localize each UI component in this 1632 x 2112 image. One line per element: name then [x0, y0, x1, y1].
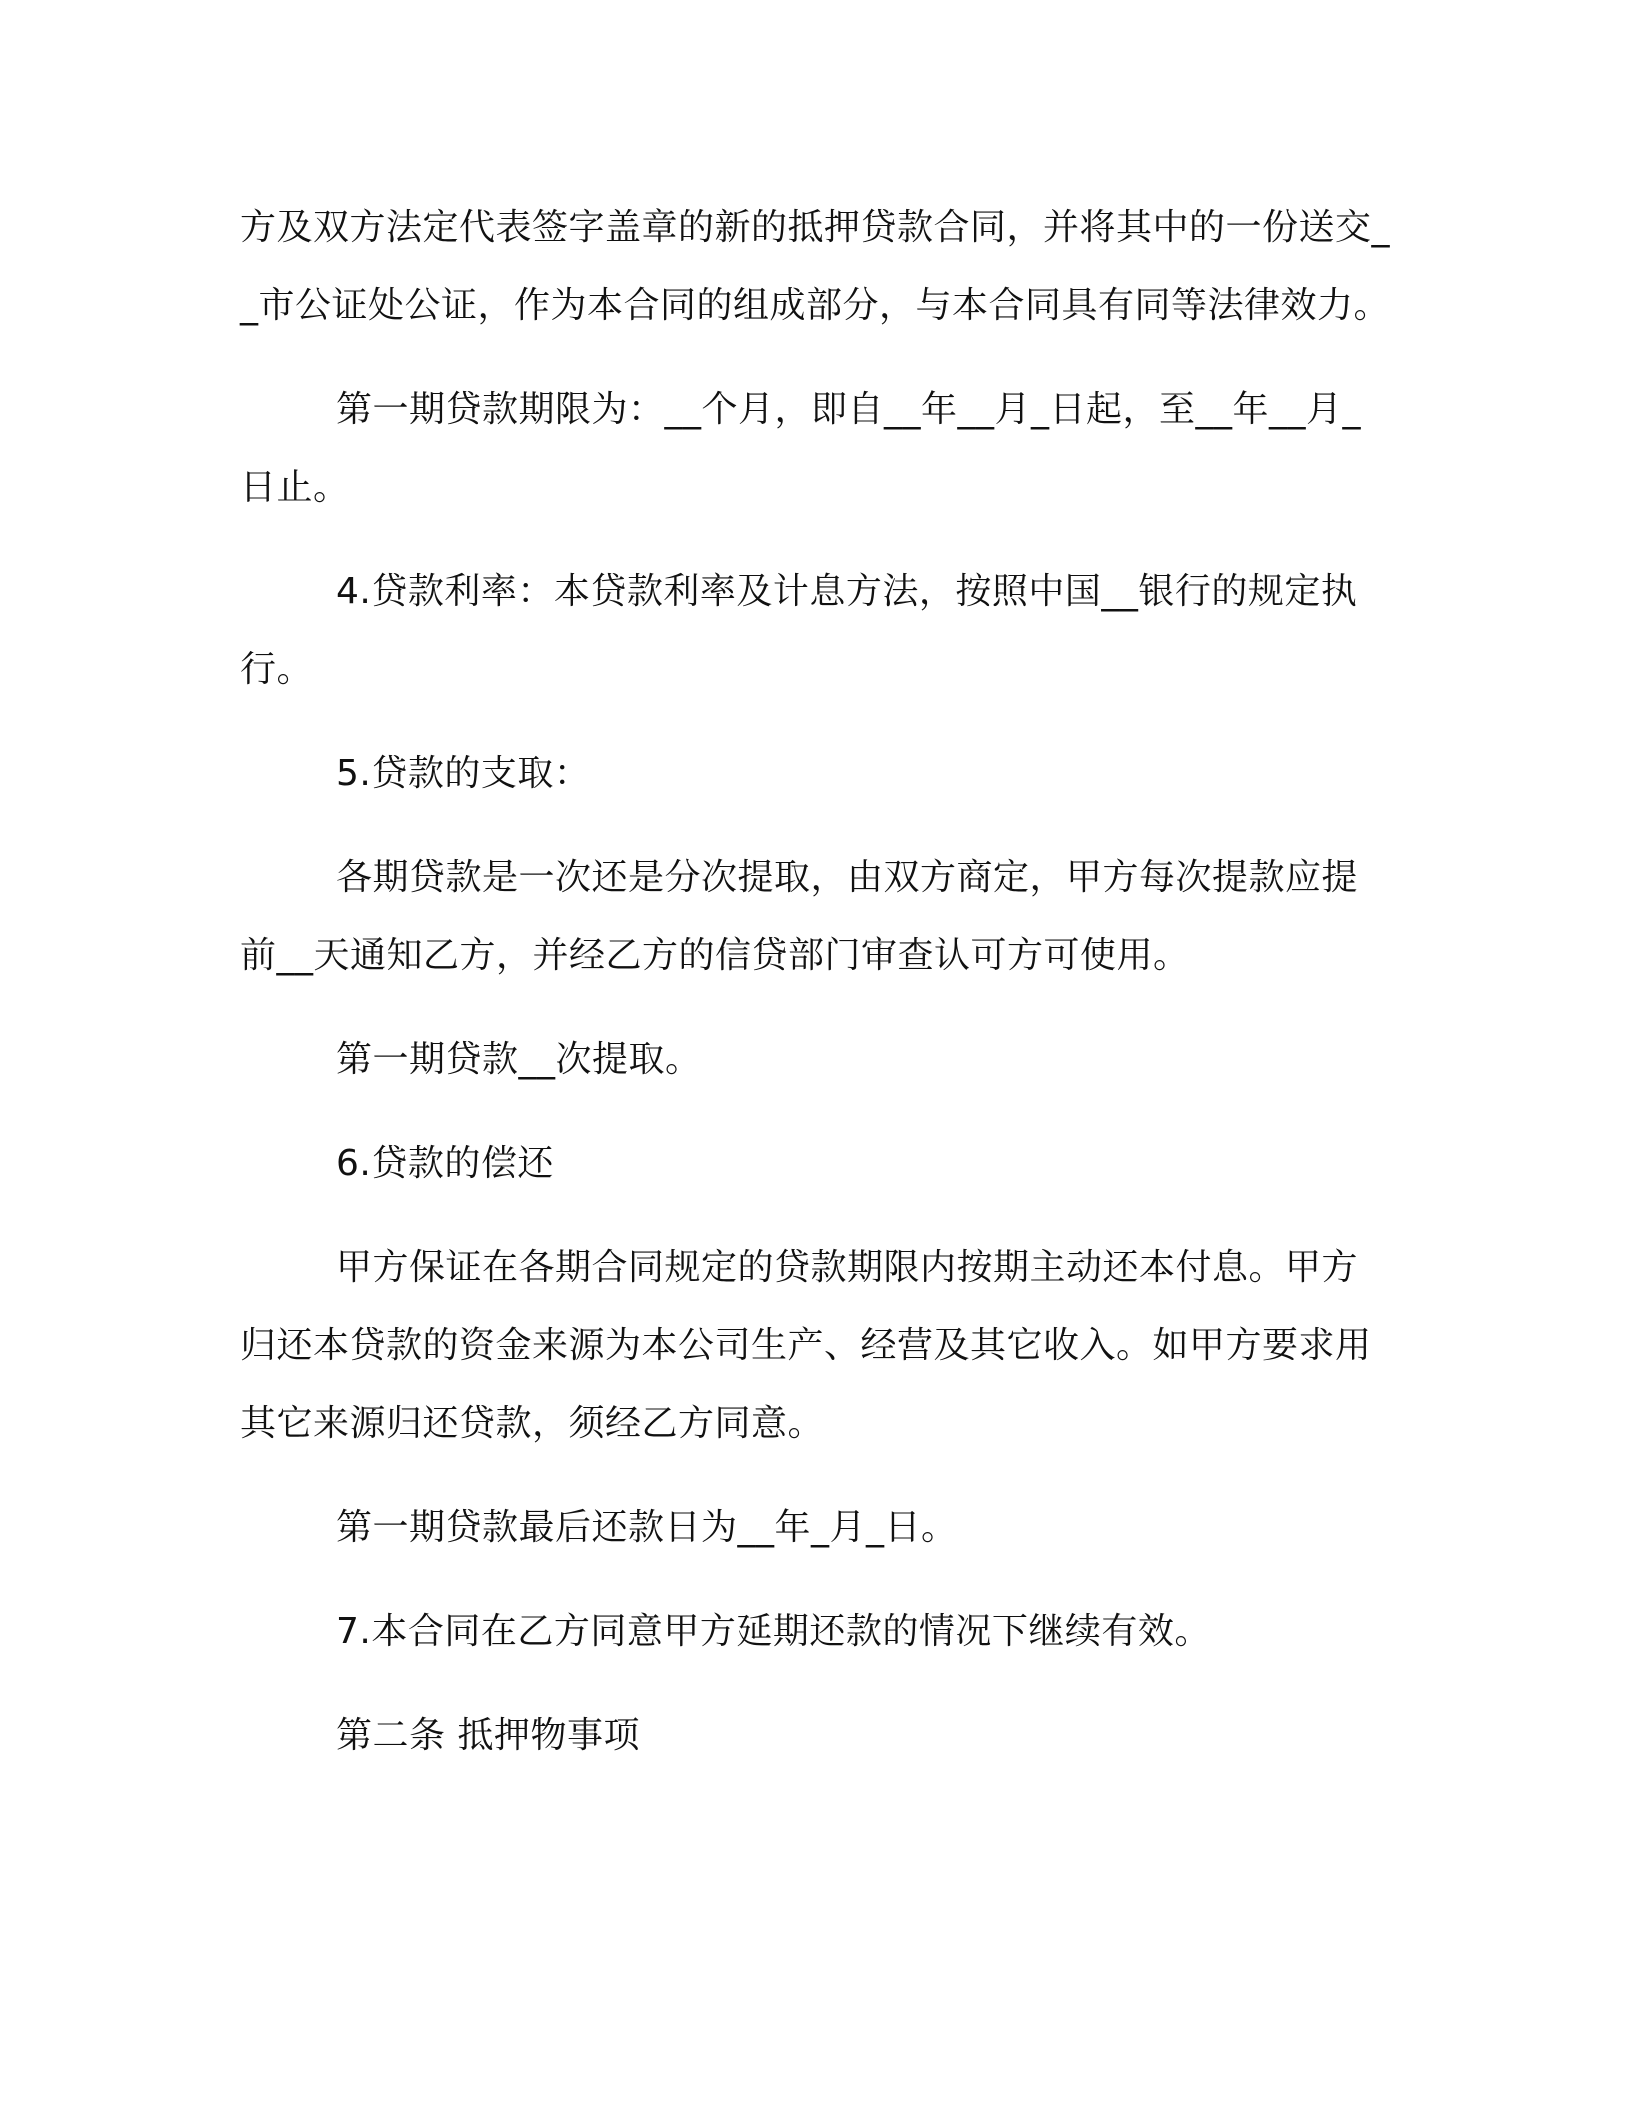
paragraph-loan-repayment-heading: 6.贷款的偿还 — [336, 1143, 554, 1184]
paragraph-final-repayment-date: 第一期贷款最后还款日为__年_月_日。 — [336, 1507, 958, 1548]
paragraph-loan-interest-rate: 4.贷款利率：本贷款利率及计息方法，按照中国__银行的规定执行。 — [240, 571, 1358, 690]
paragraph-loan-withdrawal-heading: 5.贷款的支取： — [336, 753, 591, 794]
paragraph-first-loan-term: 第一期贷款期限为：__个月，即自__年__月_日起，至__年__月_日止。 — [240, 389, 1362, 508]
paragraph-extension-validity: 7.本合同在乙方同意甲方延期还款的情况下继续有效。 — [336, 1611, 1211, 1652]
paragraph-repayment-terms: 甲方保证在各期合同规定的贷款期限内按期主动还本付息。甲方归还本贷款的资金来源为本公司生产、经营及其它收入。如甲方要求用其它来源归还贷款，须经乙方同意。 — [240, 1247, 1372, 1444]
section-heading-collateral: 第二条 抵押物事项 — [336, 1715, 640, 1756]
paragraph-withdrawal-terms: 各期贷款是一次还是分次提取，由双方商定，甲方每次提款应提前__天通知乙方，并经乙方的信贷部门审查认可方可使用。 — [240, 857, 1359, 976]
paragraph-first-loan-withdrawals: 第一期贷款__次提取。 — [336, 1039, 702, 1080]
paragraph-contract-continuation: 方及双方法定代表签字盖章的新的抵押贷款合同，并将其中的一份送交__市公证处公证，作为本合同的组成部分，与本合同具有同等法律效力。 — [240, 207, 1391, 326]
document-body — [240, 189, 1390, 1775]
